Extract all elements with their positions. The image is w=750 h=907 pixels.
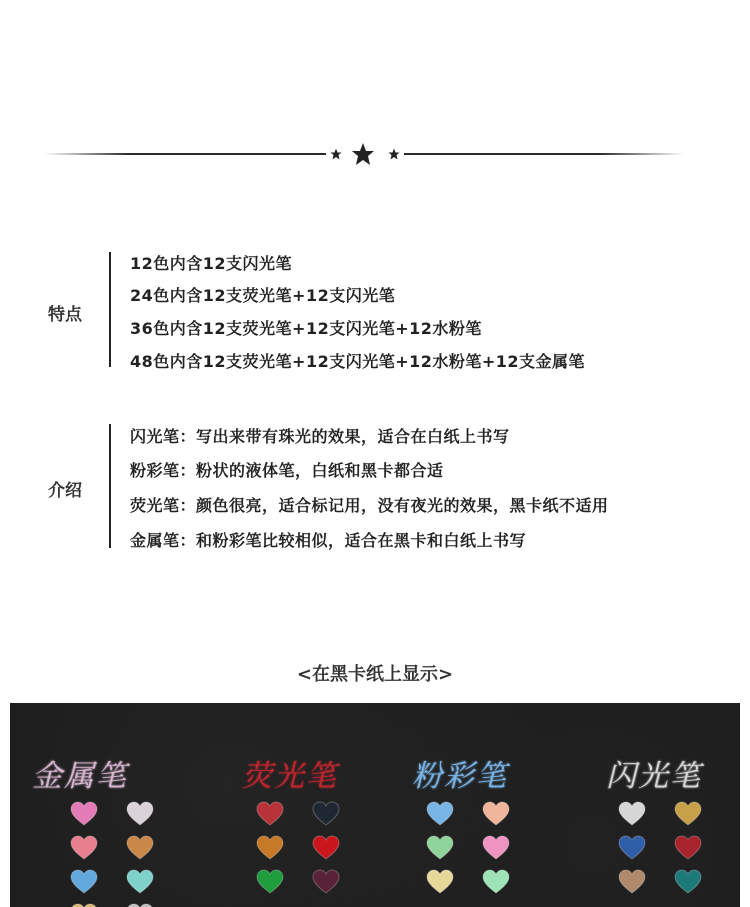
intro-divider	[109, 424, 111, 548]
heart-icon	[256, 835, 284, 861]
heart-icon	[312, 835, 340, 861]
heart-icon	[426, 801, 454, 827]
small-star-icon-left	[330, 148, 342, 160]
heart-icon	[674, 869, 702, 895]
intro-item: 金属笔：和粉彩笔比较相似，适合在黑卡和白纸上书写	[130, 531, 527, 550]
star-divider	[44, 142, 684, 166]
features-item: 24色内含12支荧光笔+12支闪光笔	[130, 286, 396, 305]
pen-sample-title: 金属笔	[32, 759, 128, 794]
pen-sample-title: 荧光笔	[242, 759, 338, 794]
heart-icon	[312, 869, 340, 895]
features-divider	[109, 252, 111, 367]
heart-icon	[482, 801, 510, 827]
heart-icon	[126, 903, 154, 907]
heart-icon	[312, 801, 340, 827]
features-label: 特点	[48, 305, 82, 325]
heart-icon	[482, 835, 510, 861]
heart-icon	[126, 801, 154, 827]
features-item: 12色内含12支闪光笔	[130, 254, 293, 273]
heart-icon	[618, 869, 646, 895]
features-item: 48色内含12支荧光笔+12支闪光笔+12水粉笔+12支金属笔	[130, 352, 586, 371]
divider-line-left	[44, 153, 326, 155]
heart-icon	[70, 801, 98, 827]
heart-icon	[674, 801, 702, 827]
display-caption: <在黑卡纸上显示>	[296, 664, 454, 685]
heart-icon	[70, 903, 98, 907]
large-star-icon	[350, 142, 376, 166]
heart-icon	[426, 869, 454, 895]
divider-line-right	[404, 153, 684, 155]
heart-icon	[256, 869, 284, 895]
heart-icon	[426, 835, 454, 861]
black-card-sample-image	[10, 703, 740, 907]
intro-item: 闪光笔：写出来带有珠光的效果，适合在白纸上书写	[130, 427, 510, 446]
heart-icon	[482, 869, 510, 895]
pen-sample-title: 闪光笔	[606, 759, 702, 794]
intro-item: 荧光笔：颜色很亮，适合标记用，没有夜光的效果，黑卡纸不适用	[130, 496, 609, 515]
heart-icon	[70, 835, 98, 861]
small-star-icon-right	[388, 148, 400, 160]
heart-icon	[674, 835, 702, 861]
features-item: 36色内含12支荧光笔+12支闪光笔+12水粉笔	[130, 319, 482, 338]
heart-icon	[126, 869, 154, 895]
intro-label: 介绍	[48, 481, 82, 501]
heart-icon	[618, 835, 646, 861]
heart-icon	[70, 869, 98, 895]
heart-icon	[126, 835, 154, 861]
heart-icon	[618, 801, 646, 827]
heart-icon	[256, 801, 284, 827]
pen-sample-title: 粉彩笔	[412, 759, 508, 794]
intro-item: 粉彩笔：粉状的液体笔，白纸和黑卡都合适	[130, 461, 444, 480]
